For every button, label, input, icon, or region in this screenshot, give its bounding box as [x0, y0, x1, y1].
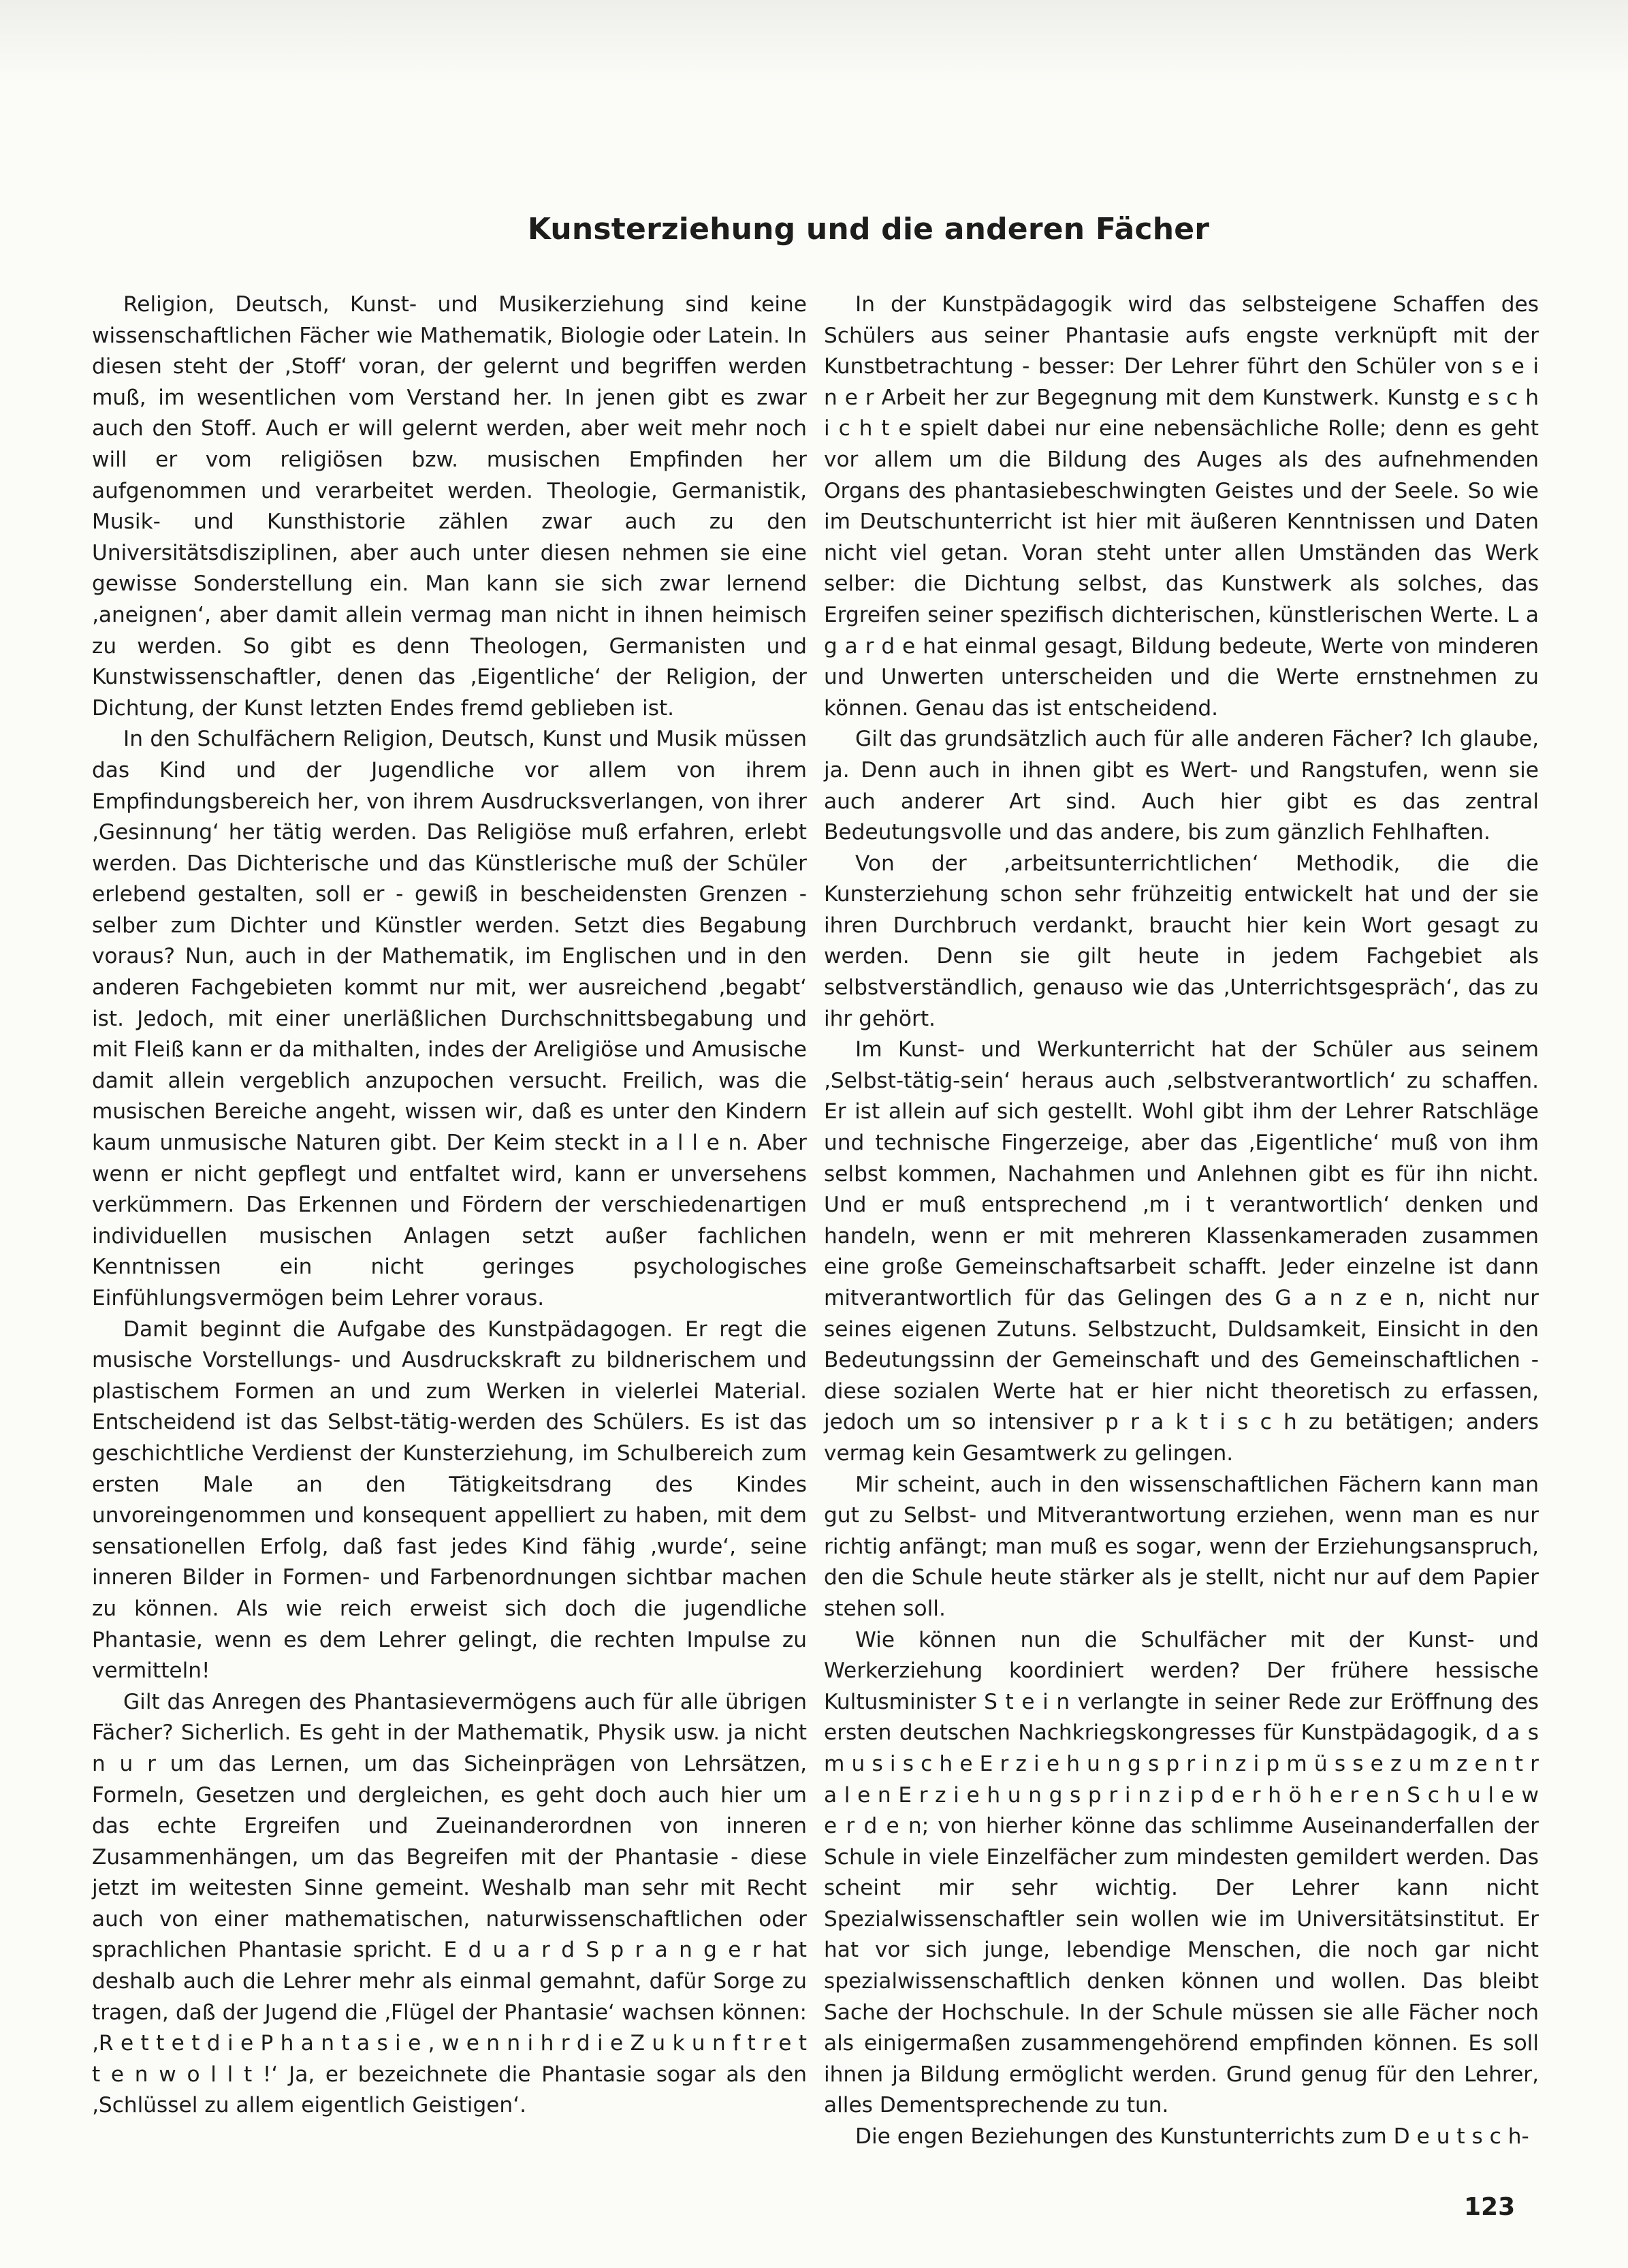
paragraph: Gilt das Anregen des Phantasievermögens auch für alle übrigen Fächer? Sicherlich. Es geht in der Mathematik, Physik usw. ja nicht n u r um das Lernen, um das Sicheinprägen von Lehrsätzen, Formeln, Gesetzen und dergleichen, es geht doch auch hier um das echte Ergreifen und Zueinanderordnen von inneren Zusammenhängen, um das Begreifen mit der Phantasie - diese jetzt im weitesten Sinne gemeint. Weshalb man sehr mit Recht auch von einer mathematischen, naturwissenschaftlichen oder sprachlichen Phantasie spricht. E d u a r d S p r a n g e r hat deshalb auch die Lehrer mehr als einmal gemahnt, dafür Sorge zu tragen, daß der Jugend die ‚Flügel der Phantasie‘ wachsen können: ‚R e t t e t d i e P h a n t a s i e , w e n n i h r d i e Z u k u n f t r e t t e n w o l l t !‘ Ja, er bezeichnete die Phantasie sogar als den ‚Schlüssel zu allem eigentlich Geistigen‘. [92, 1689, 807, 2118]
left-column [92, 289, 807, 2122]
scan-shadow [0, 0, 1628, 82]
paragraph: Von der ‚arbeitsunterrichtlichen‘ Methodik, die die Kunsterziehung schon sehr frühzeitig entwickelt hat und der sie ihren Durchbruch verdankt, braucht hier kein Wort gesagt zu werden. Denn sie gilt heute in jedem Fachgebiet als selbstverständlich, genauso wie das ‚Unterrichtsgespräch‘, das zu ihr gehört. [824, 851, 1539, 1031]
paragraph: In den Schulfächern Religion, Deutsch, Kunst und Musik müssen das Kind und der Jugendliche vor allem von ihrem Empfindungsbereich her, von ihrem Ausdrucksverlangen, von ihrer ‚Gesinnung‘ her tätig werden. Das Religiöse muß erfahren, erlebt werden. Das Dichterische und das Künstlerische muß der Schüler erlebend gestalten, soll er - gewiß in bescheidensten Grenzen - selber zum Dichter und Künstler werden. Setzt dies Begabung voraus? Nun, auch in der Mathematik, im Englischen und in den anderen Fachgebieten kommt nur mit, wer ausreichend ‚begabt‘ ist. Jedoch, mit einer unerläßlichen Durchschnittsbegabung und mit Fleiß kann er da mithalten, indes der Areligiöse und Amusische damit allein vergeblich anzupochen versucht. Freilich, was die musischen Bereiche angeht, wissen wir, daß es unter den Kindern kaum unmusische Naturen gibt. Der Keim steckt in a l l e n. Aber wenn er nicht gepflegt und entfaltet wird, kann er unversehens verkümmern. Das Erkennen und Fördern der verschiedenartigen individuellen musischen Anlagen setzt außer fachlichen Kenntnissen ein nicht geringes psychologisches Einfühlungsvermögen beim Lehrer voraus. [92, 727, 807, 1310]
right-column [824, 289, 1539, 2153]
page-number: 123 [1464, 2193, 1516, 2221]
paragraph: Die engen Beziehungen des Kunstunterrichts zum D e u t s c h- [855, 2124, 1529, 2149]
paragraph: Wie können nun die Schulfächer mit der Kunst- und Werkerziehung koordiniert werden? Der frühere hessische Kultusminister S t e i n verlangte in seiner Rede zur Eröffnung des ersten deutschen Nachkriegskongresses für Kunstpädagogik, d a s m u s i s c h e E r z i e h u n g s p r i n z i p m ü s s e z u m z e n t r a l e n E r z i e h u n g s p r i n z i p d e r h ö h e r e n S c h u l e w e r d e n; von hierher könne das schlimme Auseinanderfallen der Schule in viele Einzelfächer zum mindesten gemildert werden. Das scheint mir sehr wichtig. Der Lehrer kann nicht Spezialwissenschaftler sein wollen wie im Universitätsinstitut. Er hat vor sich junge, lebendige Menschen, die noch gar nicht spezialwissenschaftlich denken können und wollen. Das bleibt Sache der Hochschule. In der Schule müssen sie alle Fächer noch als einigermaßen zusammengehörend empfinden können. Es soll ihnen ja Bildung ermöglicht werden. Grund genug für den Lehrer, alles Dementsprechende zu tun. [824, 1627, 1539, 2118]
page-title: Kunsterziehung und die anderen Fächer [527, 212, 1210, 247]
paragraph: Religion, Deutsch, Kunst- und Musikerziehung sind keine wissenschaftlichen Fächer wie Mathematik, Biologie oder Latein. In diesen steht der ‚Stoff‘ voran, der gelernt und begriffen werden muß, im wesentlichen vom Verstand her. In jenen gibt es zwar auch den Stoff. Auch er will gelernt werden, aber weit mehr noch will er vom religiösen bzw. musischen Empfinden her aufgenommen und verarbeitet werden. Theologie, Germanistik, Musik- und Kunsthistorie zählen zwar auch zu den Universitätsdisziplinen, aber auch unter diesen nehmen sie eine gewisse Sonderstellung ein. Man kann sie sich zwar lernend ‚aneignen‘, aber damit allein vermag man nicht in ihnen heimisch zu werden. So gibt es denn Theologen, Germanisten und Kunstwissenschaftler, denen das ‚Eigentliche‘ der Religion, der Dichtung, der Kunst letzten Endes fremd geblieben ist. [92, 292, 807, 721]
paragraph: In der Kunstpädagogik wird das selbsteigene Schaffen des Schülers aus seiner Phantasie aufs engste verknüpft mit der Kunstbetrachtung - besser: Der Lehrer führt den Schüler von s e i n e r Arbeit her zur Begegnung mit dem Kunstwerk. Kunstg e s c h i c h t e spielt dabei nur eine nebensächliche Rolle; denn es geht vor allem um die Bildung des Auges als des aufnehmenden Organs des phantasiebeschwingten Geistes und der Seele. So wie im Deutschunterricht ist hier mit äußeren Kenntnissen und Daten nicht viel getan. Voran steht unter allen Umständen das Werk selber: die Dichtung selbst, das Kunstwerk als solches, das Ergreifen seiner spezifisch dichterischen, künstlerischen Werte. L a g a r d e hat einmal gesagt, Bildung bedeute, Werte von minderen und Unwerten unterscheiden und die Werte ernstnehmen zu können. Genau das ist entscheidend. [824, 292, 1539, 721]
paragraph: Im Kunst- und Werkunterricht hat der Schüler aus seinem ‚Selbst-tätig-sein‘ heraus auch ‚selbstverantwortlich‘ zu schaffen. Er ist allein auf sich gestellt. Wohl gibt ihm der Lehrer Ratschläge und technische Fingerzeige, aber das ‚Eigentliche‘ muß von ihm selbst kommen, Nachahmen und Anlehnen gibt es für ihn nicht. Und er muß entsprechend ‚m i t verantwortlich‘ denken und handeln, wenn er mit mehreren Klassenkameraden zusammen eine große Gemeinschaftsarbeit schafft. Jeder einzelne ist dann mitverantwortlich für das Gelingen des G a n z e n, nicht nur seines eigenen Zutuns. Selbstzucht, Duldsamkeit, Einsicht in den Bedeutungssinn der Gemeinschaft und des Gemeinschaftlichen - diese sozialen Werte hat er hier nicht theoretisch zu erfassen, jedoch um so intensiver p r a k t i s c h zu betätigen; anders vermag kein Gesamtwerk zu gelingen. [824, 1037, 1539, 1466]
paragraph: Gilt das grundsätzlich auch für alle anderen Fächer? Ich glaube, ja. Denn auch in ihnen gibt es Wert- und Rangstufen, wenn sie auch anderer Art sind. Auch hier gibt es das zentral Bedeutungsvolle und das andere, bis zum gänzlich Fehlhaften. [824, 727, 1539, 845]
paragraph: Damit beginnt die Aufgabe des Kunstpädagogen. Er regt die musische Vorstellungs- und Ausdruckskraft zu bildnerischem und plastischem Formen an und zum Werken in vielerlei Material. Entscheidend ist das Selbst-tätig-werden des Schülers. Es ist das geschichtliche Verdienst der Kunsterziehung, im Schulbereich zum ersten Male an den Tätigkeitsdrang des Kindes unvoreingenommen und konsequent appelliert zu haben, mit dem sensationellen Erfolg, daß fast jedes Kind fähig ‚wurde‘, seine inneren Bilder in Formen- und Farbenordnungen sichtbar machen zu können. Als wie reich erweist sich doch die jugendliche Phantasie, wenn es dem Lehrer gelingt, die rechten Impulse zu vermitteln! [92, 1317, 807, 1684]
paragraph: Mir scheint, auch in den wissenschaftlichen Fächern kann man gut zu Selbst- und Mitverantwortung erziehen, wenn man es nur richtig anfängt; man muß es sogar, wenn der Erziehungsanspruch, den die Schule heute stärker als je stellt, nicht nur auf dem Papier stehen soll. [824, 1472, 1539, 1621]
